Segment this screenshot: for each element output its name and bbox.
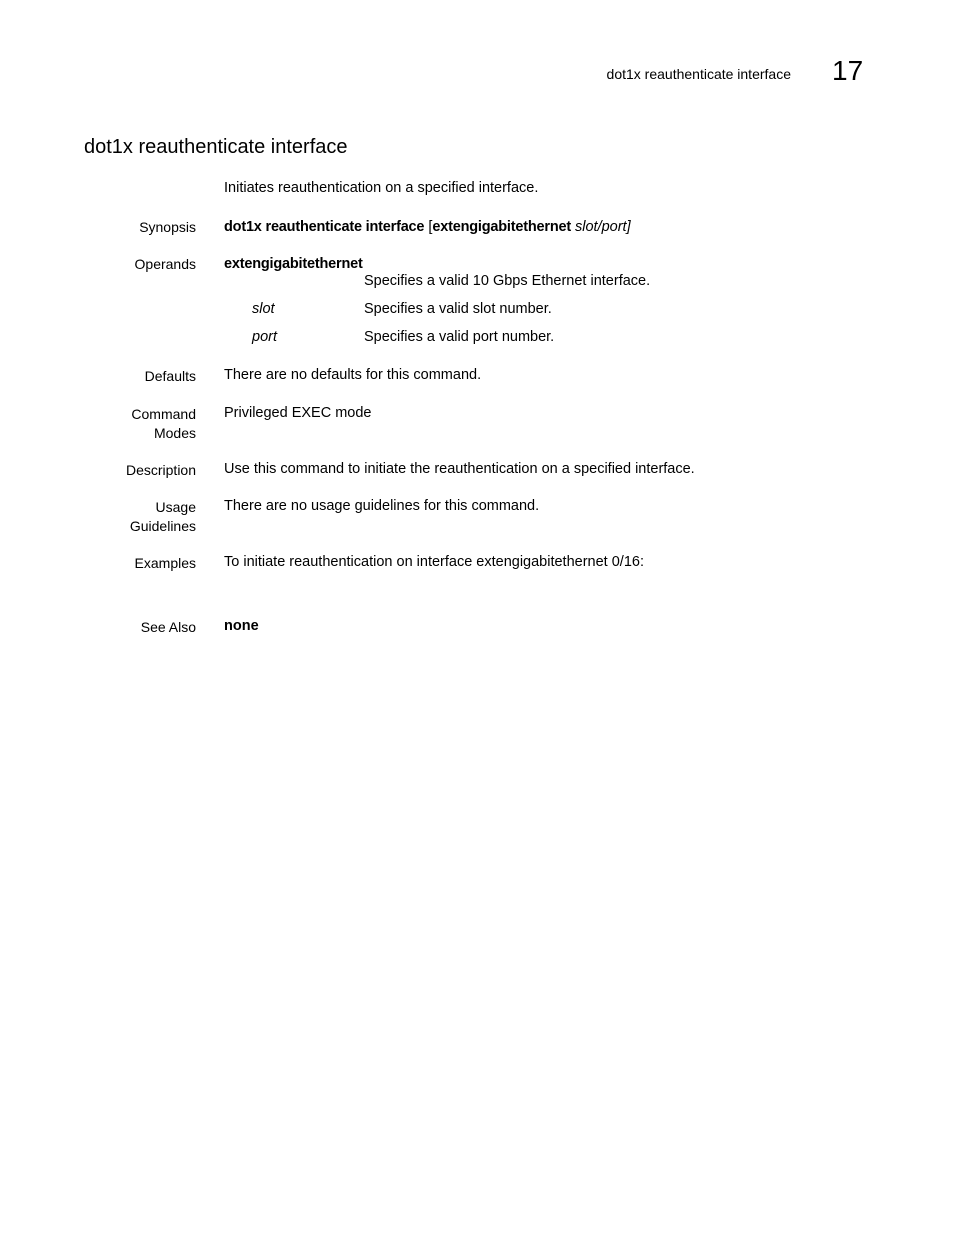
synopsis-keyword: extengigabitethernet (432, 219, 571, 235)
examples-label: Examples (134, 555, 196, 571)
command-modes-label (76, 405, 196, 443)
usage-guidelines-label-line2: Guidelines (129, 518, 196, 534)
usage-guidelines-label-line1: Usage (155, 499, 196, 515)
operand-main-desc: Specifies a valid 10 Gbps Ethernet interface. (364, 273, 651, 289)
operand-port-name: port (252, 329, 277, 345)
defaults-text: There are no defaults for this command. (224, 367, 482, 383)
operand-slot-name: slot (252, 301, 275, 317)
chapter-number: 17 (832, 55, 864, 86)
synopsis-label: Synopsis (139, 219, 196, 235)
see-also-text: none (224, 618, 259, 634)
synopsis-args: slot/port] (575, 219, 631, 235)
usage-guidelines-label (76, 498, 196, 536)
synopsis-command: dot1x reauthenticate interface (224, 219, 425, 235)
page-title: dot1x reauthenticate interface (84, 136, 348, 158)
examples-text: To initiate reauthentication on interface extengigabitethernet 0/16: (224, 554, 644, 570)
description-text: Use this command to initiate the reauthentication on a specified interface. (224, 461, 695, 477)
description-label: Description (125, 462, 196, 478)
synopsis-command-line (224, 218, 631, 237)
synopsis-open-bracket: [ (428, 219, 433, 235)
intro-text: Initiates reauthentication on a specified interface. (224, 180, 539, 196)
command-modes-label-line1: Command (131, 406, 196, 422)
command-modes-label-line2: Modes (153, 425, 196, 441)
see-also-label: See Also (140, 619, 196, 635)
operand-main-name: extengigabitethernet (224, 256, 363, 272)
operand-slot-desc: Specifies a valid slot number. (364, 301, 552, 317)
operand-port-desc: Specifies a valid port number. (364, 329, 555, 345)
running-header-title: dot1x reauthenticate interface (606, 66, 791, 82)
operands-label: Operands (134, 256, 196, 272)
defaults-label: Defaults (144, 368, 196, 384)
command-modes-text: Privileged EXEC mode (224, 405, 372, 421)
usage-guidelines-text: There are no usage guidelines for this command. (224, 498, 540, 514)
